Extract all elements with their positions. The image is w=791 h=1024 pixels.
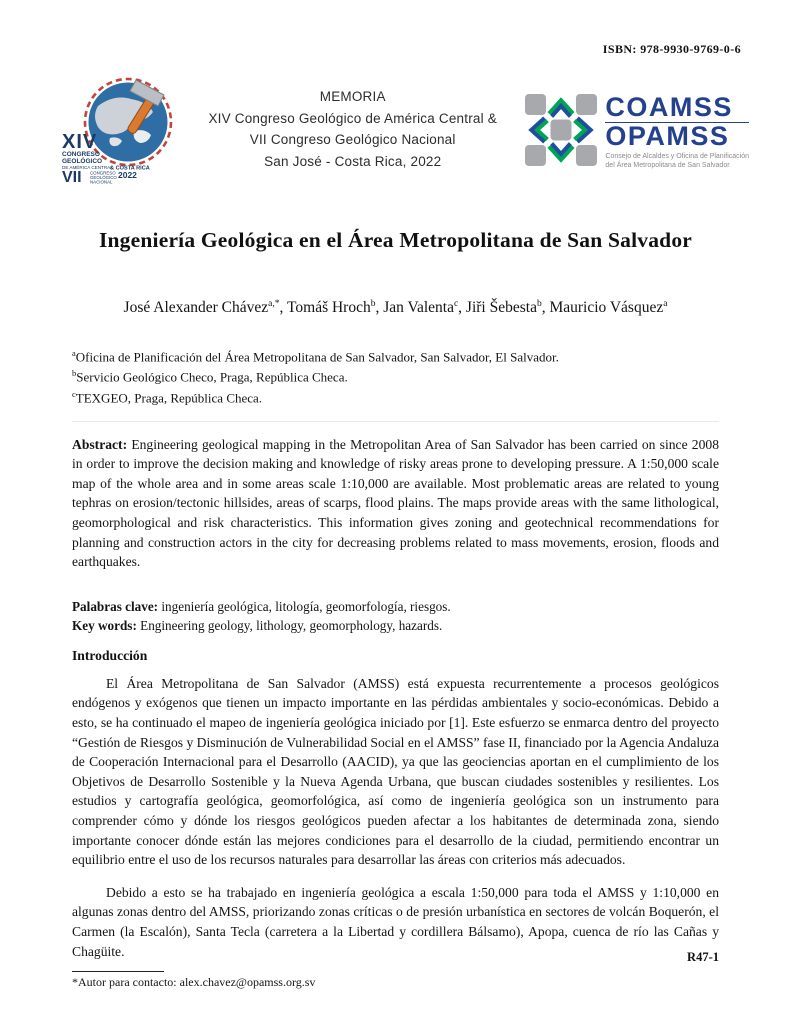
abstract-paragraph [72, 435, 719, 572]
congress-logo-xiv: XIV [62, 131, 98, 153]
affiliation-b: $^b$Servicio Geológico Checo, Praga, República Checa. [72, 368, 348, 385]
coamss-opamss-logo [525, 94, 749, 171]
article-body [72, 228, 719, 990]
palabras-clave-label: Palabras clave: [72, 598, 159, 614]
memoria-line: MEMORIA [319, 89, 386, 104]
congress-logo-nat1: CONGRESO [90, 170, 116, 176]
abstract-label: Abstract: [72, 436, 128, 452]
congress-logo-nat2: GEOLÓGICO [90, 175, 117, 180]
author: Tomáš Hroch$^b$ [287, 299, 376, 317]
congress-line-1: XIV Congreso Geológico de América Central & [208, 110, 497, 126]
authors-line: José Alexander Chávez$^{a,*}$, Tomáš Hroch$^b$, Jan Valenta$^c$, Jiři Šebesta$^b$, Mauricio Vásquez$^a$ [123, 299, 668, 317]
affiliations [72, 347, 719, 408]
coamss-emblem-icon [525, 94, 597, 166]
congress-logo [60, 76, 180, 184]
opamss-text: OPAMSS [605, 121, 730, 151]
affiliation-c: $^c$TEXGEO, Praga, República Checa. [72, 388, 263, 405]
congress-logo-geologico: GEOLÓGICO [62, 158, 103, 165]
author: Mauricio Vásquez$^a$ [549, 299, 668, 317]
isbn-text: ISBN: 978-9930-9769-0-6 [602, 42, 741, 56]
page-number: R47-1 [687, 950, 719, 964]
author: José Alexander Chávez$^{a,*}$ [123, 299, 280, 317]
abstract-text: Engineering geological mapping in the Metropolitan Area of San Salvador has been carried on since 2008 in order to improve the decision making and knowledge of risky areas prone to developing pressure. A 1:50,000 scale map of the whole area and in some areas scale 1:10,000 are available. Most problematic areas are related to young tephras on erosion/tectonic hillsides, areas of scarps, flood plains. The maps provide areas with the same lithological, geomorphological and risk characteristics. This information gives zoning and geotechnical recommendations for planning and construction actors in the city for decreasing problems related to mass movements, erosion, floods and earthquakes. [72, 436, 719, 570]
section-divider [72, 421, 719, 422]
conference-header [180, 86, 525, 172]
affiliation-a: $^a$Oficina de Planificación del Área Metropolitana de San Salvador, San Salvador, El Salvador. [72, 348, 559, 365]
introduction-paragraph-2: Debido a esto se ha trabajado en ingeniería geológica a escala 1:50,000 para toda el AMSS y 1:10,000 en algunas zonas dentro del AMSS, priorizando zonas críticas o de presión urbanística en sectores de volcán Boquerón, el Carmen (la Escalón), Santa Tecla (carretera a la Libertad y cordillera Bálsamo), Apopa, cuenca de río las Cañas y Chagüite. [72, 884, 719, 959]
author: Jan Valenta$^c$ [383, 299, 459, 317]
coamss-wordmark [605, 94, 749, 171]
coamss-text: COAMSS [605, 94, 749, 123]
coamss-tagline-line1: Consejo de Alcaldes y Oficina de Planificación [605, 153, 749, 160]
coamss-tagline-line2: del Área Metropolitana de San Salvador [605, 161, 730, 169]
palabras-clave-line [72, 597, 719, 616]
congress-logo-vii: VII [62, 169, 82, 184]
congress-logo-year: 2022 [118, 170, 137, 180]
congress-logo-region: DE AMÉRICA CENTRAL [62, 165, 113, 170]
footnote-divider [72, 971, 164, 972]
congress-logo-congreso: CONGRESO [62, 151, 100, 158]
author: Jiři Šebesta$^b$ [465, 299, 542, 317]
introduction-heading: Introducción [72, 647, 148, 663]
keywords-block [72, 597, 719, 635]
keywords-line [72, 616, 719, 635]
contact-footnote: *Autor para contacto: alex.chavez@opamss.org.sv [72, 975, 316, 990]
congress-line-2: VII Congreso Geológico Nacional [249, 132, 456, 148]
venue-line: San José - Costa Rica, 2022 [264, 153, 442, 169]
keywords-text: Engineering geology, lithology, geomorphology, hazards. [140, 617, 443, 633]
congress-logo-nat3: NACIONAL [90, 179, 113, 184]
coamss-tagline [605, 153, 749, 171]
introduction-paragraph-1: El Área Metropolitana de San Salvador (AMSS) está expuesta recurrentemente a procesos geológicos endógenos y exógenos que tienen un impacto importante en las pérdidas ambientales y socio-económicas. Debido a esto, se ha continuado el mapeo de ingeniería geológica iniciado por [1]. Este esfuerzo se enmarca dentro del proyecto “Gestión de Riesgos y Disminución de Vulnerabilidad Social en el AMSS” fase II, financiado por la Agencia Andaluza de Cooperación Internacional para el Desarrollo (AACID), ya que las geociencias aportan en el cumplimiento de los Objetivos de Desarrollo Sostenible y la Nueva Agenda Urbana, que buscan ciudades sostenibles y resilientes. Los estudios y cartografía geológica, geomorfológica, así como de ingeniería geológica son un instrumento para comprender cómo y dónde los riesgos geológicos pueden afectar a los habitantes de determinada zona, siendo importante conocer dónde están las mejores condiciones para el desarrollo de la ciudad, permitiendo encontrar un equilibrio entre el uso de los recursos naturales para desarrollar las áreas con criterios más adecuados. [72, 675, 719, 868]
palabras-clave-text: ingeniería geológica, litología, geomorfología, riesgos. [161, 598, 451, 614]
paper-title: Ingeniería Geológica en el Área Metropolitana de San Salvador [98, 228, 693, 252]
page-header [60, 76, 749, 184]
congress-logo-costarica: & COSTA RICA [110, 165, 150, 172]
keywords-label: Key words: [72, 617, 137, 633]
